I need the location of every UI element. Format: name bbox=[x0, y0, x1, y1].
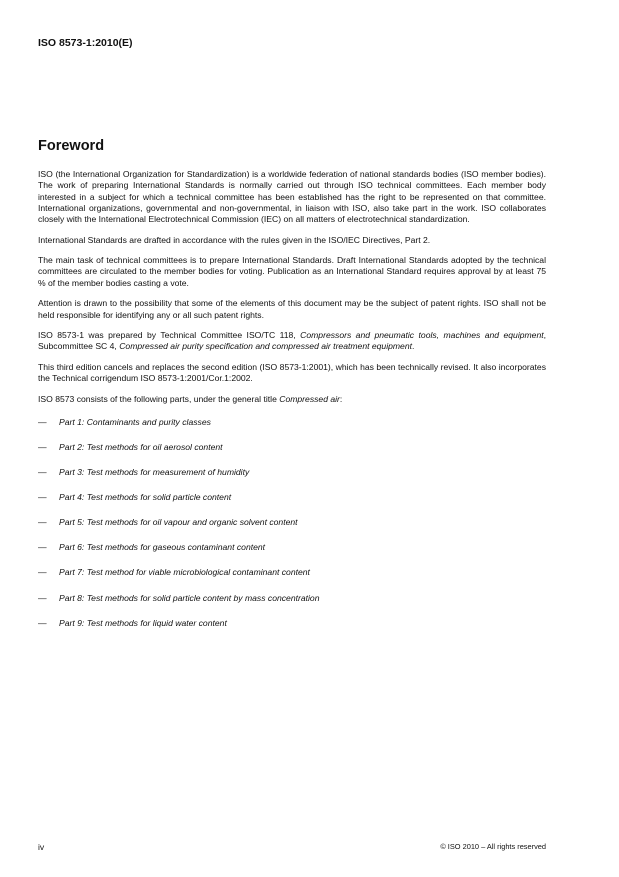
list-item bbox=[38, 567, 546, 592]
dash-marker: — bbox=[38, 617, 47, 628]
part-title: Part 4: Test methods for solid particle content bbox=[59, 492, 232, 503]
page-number: iv bbox=[38, 842, 45, 852]
paragraph-parts-intro bbox=[38, 394, 546, 405]
part-title: Part 5: Test methods for oil vapour and organic solvent content bbox=[59, 517, 298, 528]
paragraph-committee-task: The main task of technical committees is to prepare International Standards. Draft International Standards adopted by the technical committees are circulated to the member bodies for voting. Publication as an International Standard requires approval by at least 75 % of the member bodies casting a vote. bbox=[38, 255, 546, 288]
period: . bbox=[412, 341, 415, 352]
part-title: Part 2: Test methods for oil aerosol content bbox=[59, 441, 223, 452]
copyright-notice: © ISO 2010 – All rights reserved bbox=[440, 842, 546, 851]
part-title: Part 8: Test methods for solid particle content by mass concentration bbox=[59, 592, 320, 603]
dash-marker: — bbox=[38, 517, 47, 528]
parts-list bbox=[38, 417, 546, 643]
foreword-body bbox=[38, 169, 546, 643]
dash-marker: — bbox=[38, 416, 47, 427]
subcommittee-title: Compressed air purity specification and compressed air treatment equipment bbox=[119, 341, 413, 352]
list-item bbox=[38, 442, 546, 467]
list-item bbox=[38, 417, 546, 442]
dash-marker: — bbox=[38, 492, 47, 503]
page-title: Foreword bbox=[38, 138, 105, 154]
list-item bbox=[38, 593, 546, 618]
dash-marker: — bbox=[38, 592, 47, 603]
part-title: Part 1: Contaminants and purity classes bbox=[59, 416, 211, 427]
paragraph-prepared-by bbox=[38, 330, 546, 353]
dash-marker: — bbox=[38, 567, 47, 578]
document-id-header: ISO 8573-1:2010(E) bbox=[38, 37, 133, 49]
dash-marker: — bbox=[38, 467, 47, 478]
paragraph-patent-notice: Attention is drawn to the possibility that some of the elements of this document may be the subject of patent rights. ISO shall not be held responsible for identifying any or all such patent rights. bbox=[38, 298, 546, 320]
list-item bbox=[38, 467, 546, 492]
paragraph-drafting-rules: International Standards are drafted in accordance with the rules given in the ISO/IEC Directives, Part 2. bbox=[38, 234, 431, 245]
list-item bbox=[38, 517, 546, 542]
subcommittee-text: , Subcommittee SC 4, bbox=[38, 330, 547, 352]
list-item bbox=[38, 492, 546, 517]
part-title: Part 6: Test methods for gaseous contaminant content bbox=[59, 542, 266, 553]
part-title: Part 7: Test method for viable microbiological contaminant content bbox=[59, 567, 310, 578]
dash-marker: — bbox=[38, 542, 47, 553]
part-title: Part 9: Test methods for liquid water content bbox=[59, 617, 227, 628]
list-item bbox=[38, 542, 546, 567]
part-title: Part 3: Test methods for measurement of humidity bbox=[59, 467, 250, 478]
committee-title: Compressors and pneumatic tools, machines and equipment bbox=[300, 330, 544, 341]
list-item bbox=[38, 618, 546, 643]
general-title: Compressed air bbox=[279, 393, 340, 404]
parts-intro-text: ISO 8573 consists of the following parts, under the general title bbox=[38, 393, 280, 404]
prepared-by-text: ISO 8573-1 was prepared by Technical Committee ISO/TC 118, bbox=[38, 330, 301, 341]
paragraph-iso-intro: ISO (the International Organization for Standardization) is a worldwide federation of national standards bodies (ISO member bodies). The work of preparing International Standards is normally carried out through ISO technical committees. Each member body interested in a subject for which a technical committee has been established has the right to be represented on that committee. International organizations, governmental and non-governmental, in liaison with ISO, also take part in the work. ISO collaborates closely with the International Electrotechnical Commission (IEC) on all matters of electrotechnical standardization. bbox=[38, 169, 546, 225]
dash-marker: — bbox=[38, 441, 47, 452]
colon: : bbox=[339, 393, 343, 404]
paragraph-edition-note: This third edition cancels and replaces the second edition (ISO 8573-1:2001), which has been technically revised. It also incorporates the Technical corrigendum ISO 8573-1:2001/Cor.1:2002. bbox=[38, 361, 546, 384]
